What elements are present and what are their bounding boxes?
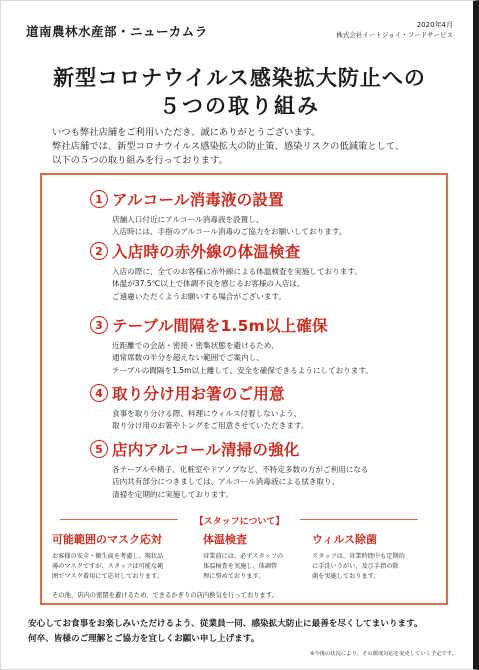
staff-col-body (52, 552, 187, 581)
body-line: 通常席数の半分を超えない範囲でご案内し、 (112, 353, 264, 363)
staff-col-body (312, 552, 442, 581)
body-line: 入店時には、手指のアルコール消毒のご協力をお願いしております。 (112, 227, 347, 237)
measure-body (112, 464, 430, 501)
measure-item-2 (90, 240, 430, 303)
measure-item-3 (90, 314, 430, 377)
closing-line: 安心してお食事をお楽しみいただけるよう、従業員一同、感染拡大防止に最善を尽くしてまいります。 (28, 619, 423, 629)
body-line: 取り分け用のお箸やトングをご用意させていただきます。 (112, 421, 309, 431)
ventilation-note: その他、店内の密閉を避けるため、できるかぎりの店内換気を行っております。 (52, 592, 278, 599)
body-line: 囲でマスク着用にて応対しております。 (52, 572, 163, 580)
number-circle-icon: 3 (90, 316, 108, 334)
staff-heading: 【スタッフについて】 (194, 517, 285, 527)
body-line: 近距離での会話・密接・密集状態を避けるため、 (112, 341, 279, 350)
body-line: 体温検査を実施し、体調管 (203, 562, 278, 570)
title-line-2: ５つの取り組み (159, 94, 320, 118)
staff-col-body (203, 552, 308, 581)
measure-body (112, 266, 430, 303)
measure-title: 入店時の赤外線の体温検査 (112, 243, 301, 261)
body-line: 入店の際に、全てのお客様に赤外線による体温検査を実施しております。 (112, 267, 362, 276)
staff-col-title: ウィルス除菌 (312, 533, 378, 546)
number-circle-icon: 2 (90, 242, 108, 260)
body-line: に手洗いうがい、及び手指の除 (312, 562, 399, 570)
staff-col-temperature (203, 531, 308, 581)
company-name: 株式会社イートジョイ・フードサービス (336, 31, 453, 39)
number-circle-icon: 1 (90, 190, 108, 208)
measure-item-4 (90, 382, 430, 433)
date-label: 2020年4月 (416, 21, 453, 29)
closing-message (28, 617, 423, 646)
staff-divider-right (300, 519, 418, 520)
body-line: 薄のマスクですが、スタッフは可能な範 (52, 562, 164, 570)
measure-title: テーブル間隔を1.5m以上確保 (112, 317, 328, 335)
intro-text (52, 126, 452, 168)
measure-title: 店内アルコール清掃の強化 (112, 441, 300, 459)
body-line: 体温が37.5℃以上で体調不良を感じるお客様の入店は、 (112, 279, 305, 289)
measure-item-5 (90, 438, 430, 501)
body-line: 菌を実施しております。 (312, 572, 380, 580)
footnote: ※今後の状況により、その都度対応を変更していく予定です。 (309, 651, 457, 657)
closing-line: 何卒、皆様のご理解とご協力を宜しくお願い申し上げます。 (28, 633, 260, 644)
staff-col-title: 体温検査 (203, 533, 247, 546)
measure-body (112, 340, 430, 377)
body-line: 各テーブルや椅子、化粧室やドアノブなど、不特定多数の方がご利用になる (112, 465, 369, 474)
body-line: お客様の安全・衛生面を考慮し、現状品 (52, 553, 164, 560)
staff-col-title: 可能範囲のマスク応対 (52, 533, 162, 546)
body-line: 店舗入口付近にアルコール消毒液を設置し、 (112, 215, 264, 224)
staff-col-mask (52, 531, 187, 581)
intro-line: 弊社店舗では、新型コロナウイルス感染拡大の防止策、感染リスクの低減策として、 (52, 141, 405, 152)
measure-body (112, 214, 430, 239)
measure-title: 取り分け用お箸のご用意 (112, 385, 285, 403)
body-line: 清掃を定期的に実施しております。 (112, 489, 233, 499)
body-line: テーブルの間隔を1.5m以上離して、安全を確保できるようにしております。 (112, 365, 374, 375)
body-line: ご遠慮いただくようお願いする場合がございます。 (112, 291, 287, 301)
number-circle-icon: 5 (90, 440, 108, 458)
measure-body (112, 408, 430, 433)
intro-line: いつも弊社店舗をご利用いただき、誠にありがとうございます。 (52, 127, 321, 138)
body-line: 理に努めております。 (203, 572, 265, 580)
measure-item-1 (90, 188, 430, 239)
staff-col-sanitize (312, 531, 442, 581)
body-line: 食事を取り分ける際、料理にウィルス付着しないよう、 (112, 409, 302, 418)
body-line: 営業前には、必ずスタッフの (203, 553, 284, 560)
body-line: スタッフは、営業時間中も定期的 (312, 553, 405, 560)
store-name: 道南農林水産部・ニューカムラ (26, 24, 208, 39)
title-line-1: 新型コロナウイルス感染拡大防止への (53, 66, 426, 90)
body-line: 店内共有部分につきましては、アルコール消毒液による拭き取り、 (112, 477, 340, 487)
number-circle-icon: 4 (90, 384, 108, 402)
measure-title: アルコール消毒液の設置 (112, 191, 284, 209)
intro-line: 以下の５つの取り組みを行っております。 (52, 155, 228, 166)
